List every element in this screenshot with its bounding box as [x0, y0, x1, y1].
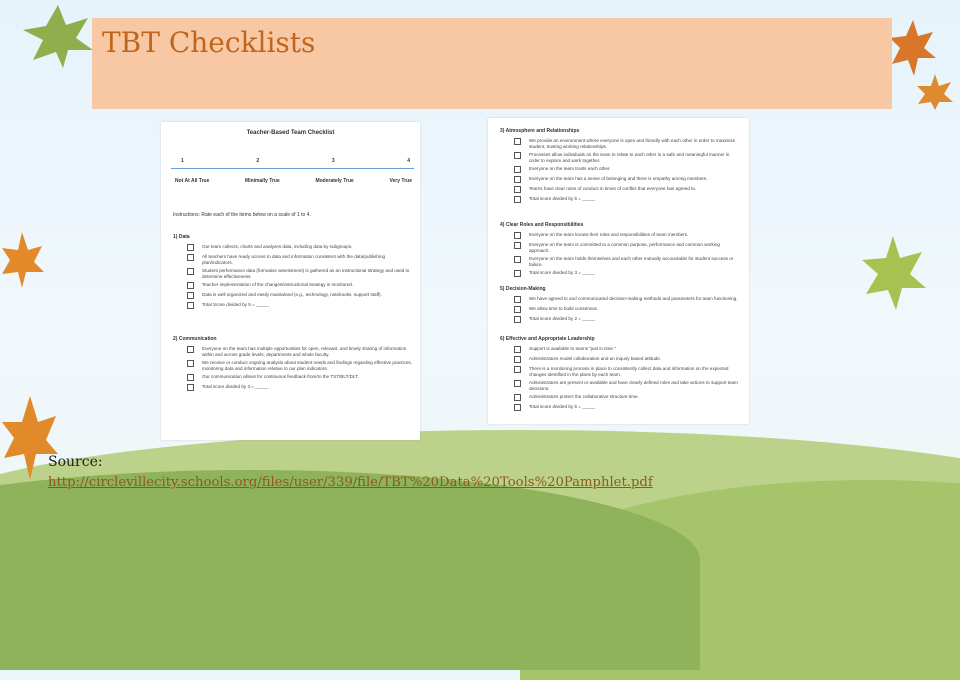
scale-number: 4: [407, 158, 410, 164]
item-text: We allow time to build consensus.: [529, 306, 599, 311]
rating-scale-line: [171, 168, 414, 169]
title-box: [92, 18, 892, 109]
slide-title: TBT Checklists: [102, 26, 316, 59]
checkbox[interactable]: [187, 360, 194, 367]
item-text: Teams have clear rules of conduct in times of conflict that everyone has agreed to.: [529, 186, 697, 191]
item-text: Everyone on the team is committed to a common purpose, performance and common working approach.: [529, 242, 720, 253]
checklist-item: [500, 366, 741, 377]
item-text: Total score divided by 2 = _____: [529, 316, 596, 321]
source-link[interactable]: http://circlevillecity.schools.org/files/user/339/file/TBT%20Data%20Tools%20Pamphlet.pdf: [48, 475, 653, 490]
section-heading: 4) Clear Roles and Responsibilities: [500, 222, 584, 228]
checkbox[interactable]: [514, 316, 521, 323]
section-data: [173, 234, 412, 312]
scale-number: 2: [256, 158, 260, 164]
checkbox[interactable]: [514, 270, 521, 277]
item-text: Everyone on the team has a sense of belonging and there is empathy among members.: [529, 176, 708, 181]
scale-label: Minimally True: [245, 178, 280, 184]
section-heading: 3) Atmosphere and Relationships: [500, 128, 580, 134]
checkbox[interactable]: [514, 138, 521, 145]
item-text: Total score divided by 3 = _____: [202, 384, 269, 389]
checkbox[interactable]: [187, 302, 194, 309]
item-text: We have agreed to and communicated decision-making methods and parameters for team functioning.: [529, 296, 738, 301]
source-block: [48, 452, 653, 493]
checklist-item: [500, 306, 741, 313]
checklist-title: Teacher-Based Team Checklist: [246, 130, 335, 136]
checkbox[interactable]: [514, 366, 521, 373]
scale-number: 3: [331, 158, 335, 164]
item-text: Student performance data (formative assessment) is gathered as an instructional strategy and used to determine effectiveness.: [202, 268, 410, 279]
item-text: We receive or conduct ongoing analysis about student needs and findings regarding effective practices, monitoring data and information relative to our plan indicators.: [202, 360, 412, 371]
maple-leaf-icon: [915, 72, 955, 112]
checkbox[interactable]: [187, 346, 194, 353]
scale-label: Moderately True: [315, 178, 354, 184]
section-heading: 5) Decision-Making: [500, 286, 546, 292]
item-text: Teacher implementation of the changes/instructional strategy is monitored.: [202, 282, 354, 287]
section-heading: 6) Effective and Appropriate Leadership: [500, 336, 595, 342]
checklist-item: [500, 356, 741, 363]
checklist-item: [173, 244, 412, 251]
item-text: Total score divided by 3 = _____: [529, 270, 596, 275]
checklist-item: [173, 268, 412, 279]
checkbox[interactable]: [187, 244, 194, 251]
checkbox[interactable]: [187, 384, 194, 391]
checklist-item: [500, 380, 741, 391]
checklist-page-1: [161, 122, 420, 440]
checklist-item: [500, 404, 741, 411]
item-text: Total Score divided by 5 = _____: [202, 302, 269, 307]
item-text: Total score divided by 5 = _____: [529, 196, 596, 201]
item-text: Total score divided by 5 = _____: [529, 404, 596, 409]
checklist-item: [500, 316, 741, 323]
checklist-item: [500, 138, 741, 149]
checkbox[interactable]: [187, 374, 194, 381]
checkbox[interactable]: [514, 356, 521, 363]
scale-label: Very True: [389, 178, 412, 184]
section-leadership: [500, 336, 741, 414]
checkbox[interactable]: [514, 242, 521, 249]
checklist-item: [500, 186, 741, 193]
item-text: Support is available to teams "just in time.": [529, 346, 616, 351]
checklist-item: [173, 346, 412, 357]
maple-leaf-icon: [0, 230, 45, 290]
item-text: Administrators are present or available and have clearly defined roles and take actions to support team decisions.: [529, 380, 738, 391]
checkbox[interactable]: [514, 394, 521, 401]
checkbox[interactable]: [514, 346, 521, 353]
checklist-item: [173, 374, 412, 381]
checklist-item: [500, 166, 741, 173]
item-text: Administrators model collaboration and an inquiry based attitude.: [529, 356, 662, 361]
checkbox[interactable]: [514, 176, 521, 183]
maple-leaf-icon: [888, 18, 938, 78]
item-text: Our communication allows for continuous feedback from/to the TST/BLT/DLT.: [202, 374, 359, 379]
checkbox[interactable]: [514, 256, 521, 263]
checkbox[interactable]: [187, 268, 194, 275]
checklist-item: [173, 360, 412, 371]
item-text: Everyone on the team trusts each other.: [529, 166, 611, 171]
checklist-item: [500, 176, 741, 183]
item-text: All teachers have ready access to data and information consistent with the data/publishing plan/indicators.: [202, 254, 386, 265]
checkbox[interactable]: [514, 152, 521, 159]
section-heading: 1) Data: [173, 234, 190, 240]
section-roles: [500, 222, 741, 280]
checklist-item: [500, 232, 741, 239]
checklist-item: [500, 346, 741, 353]
checklist-page-2: [488, 118, 749, 424]
item-text: Administrators protect the collaborative structure time.: [529, 394, 639, 399]
item-text: We provide an environment where everyone is open and friendly with each other in order to maximize student, trusting working relationships.: [529, 138, 736, 149]
checklist-item: [173, 254, 412, 265]
section-decision-making: [500, 286, 741, 326]
item-text: Everyone on the team knows their roles and responsibilities of team members.: [529, 232, 689, 237]
checklist-item: [173, 302, 412, 309]
checklist-item: [173, 292, 412, 299]
item-text: Everyone on the team holds themselves and each other mutually accountable for student success or failure.: [529, 256, 734, 267]
checklist-item: [500, 196, 741, 203]
section-communication: [173, 336, 412, 394]
checkbox[interactable]: [514, 166, 521, 173]
instructions: Instructions: Rate each of the items below on a scale of 1 to 4.: [173, 212, 311, 218]
item-text: Processes allow individuals on the team to relate to each other in a safe and meaningful manner in order to explore and work together.: [529, 152, 730, 163]
item-text: Data is well organized and easily maintained (e.g., technology, notebooks, support staff).: [202, 292, 382, 297]
checkbox[interactable]: [514, 380, 521, 387]
checkbox[interactable]: [514, 306, 521, 313]
checkbox[interactable]: [514, 196, 521, 203]
rating-scale-labels: [175, 178, 412, 184]
checklist-item: [500, 242, 741, 253]
checkbox[interactable]: [187, 282, 194, 289]
item-text: There is a monitoring process in place to consistently collect data and information on the expected changes identified in the plans by each team.: [529, 366, 729, 377]
checklist-item: [500, 270, 741, 277]
checkbox[interactable]: [514, 404, 521, 411]
item-text: Everyone on the team has multiple opportunities for open, relevant, and timely sharing of information within and across grade levels, departments and whole faculty.: [202, 346, 407, 357]
maple-leaf-icon: [858, 232, 928, 312]
checklist-item: [500, 256, 741, 267]
checklist-item: [173, 384, 412, 391]
item-text: Our team collects, charts and analyzes data, including data by subgroups.: [202, 244, 353, 249]
checklist-item: [500, 296, 741, 303]
section-atmosphere: [500, 128, 741, 206]
source-label: Source:: [48, 454, 103, 470]
checkbox[interactable]: [514, 232, 521, 239]
checklist-item: [500, 152, 741, 163]
checklist-item: [500, 394, 741, 401]
checkbox[interactable]: [187, 292, 194, 299]
checklist-item: [173, 282, 412, 289]
scale-number: 1: [181, 158, 184, 164]
checkbox[interactable]: [187, 254, 194, 261]
checkbox[interactable]: [514, 186, 521, 193]
section-heading: 2) Communication: [173, 336, 217, 342]
scale-label: Not At All True: [175, 178, 210, 184]
checkbox[interactable]: [514, 296, 521, 303]
rating-scale-numbers: [181, 158, 410, 164]
maple-leaf-icon: [18, 0, 98, 70]
